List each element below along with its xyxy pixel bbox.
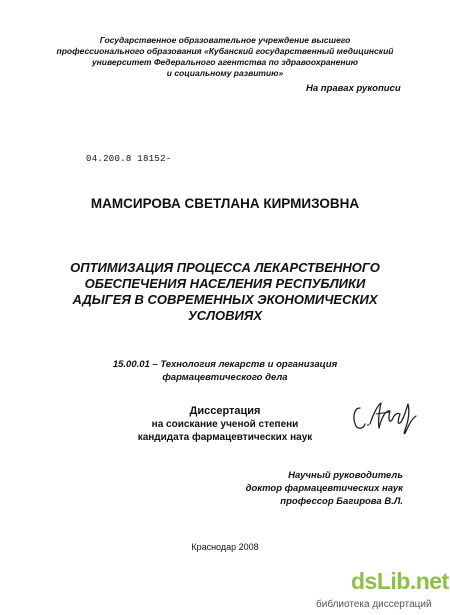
thesis-title-line: ОПТИМИЗАЦИЯ ПРОЦЕССА ЛЕКАРСТВЕННОГО — [70, 260, 380, 275]
advisor-line: доктор фармацевтических наук — [245, 483, 403, 494]
catalog-code: 04.200.8 18152- — [86, 154, 172, 164]
thesis-title — [0, 260, 450, 324]
institution-line: и социальному развитию» — [166, 68, 284, 78]
institution-line: университет Федерального агентства по здравоохранению — [91, 57, 359, 67]
specialty — [0, 358, 450, 384]
institution-header — [0, 35, 450, 79]
thesis-type-heading: Диссертация — [189, 405, 261, 417]
specialty-line: 15.00.01 – Технология лекарств и организация — [112, 359, 338, 370]
advisor-line: Научный руководитель — [288, 470, 403, 481]
handwritten-signature-icon — [350, 396, 420, 440]
advisor-line: профессор Багирова В.Л. — [280, 496, 403, 507]
thesis-type-line: на соискание ученой степени — [151, 419, 299, 430]
watermark — [316, 568, 450, 614]
institution-line: Государственное образовательное учреждение высшего — [99, 35, 351, 45]
thesis-title-line: ОБЕСПЕЧЕНИЯ НАСЕЛЕНИЯ РЕСПУБЛИКИ — [84, 276, 366, 291]
watermark-logo: dsLib.net — [351, 568, 449, 594]
thesis-title-line: УСЛОВИЯХ — [187, 308, 263, 323]
watermark-caption: библиотека диссертаций — [316, 599, 432, 610]
scientific-advisor — [246, 469, 403, 508]
thesis-type-line: кандидата фармацевтических наук — [137, 432, 313, 443]
rights-notice: На правах рукописи — [306, 83, 401, 94]
institution-line: профессионального образования «Кубанский государственный медицинский — [56, 46, 394, 56]
thesis-title-line: АДЫГЕЯ В СОВРЕМЕННЫХ ЭКОНОМИЧЕСКИХ — [72, 292, 378, 307]
city-year: Краснодар 2008 — [191, 542, 259, 552]
specialty-line: фармацевтического дела — [162, 372, 288, 383]
author-name: МАМСИРОВА СВЕТЛАНА КИРМИЗОВНА — [90, 196, 360, 211]
